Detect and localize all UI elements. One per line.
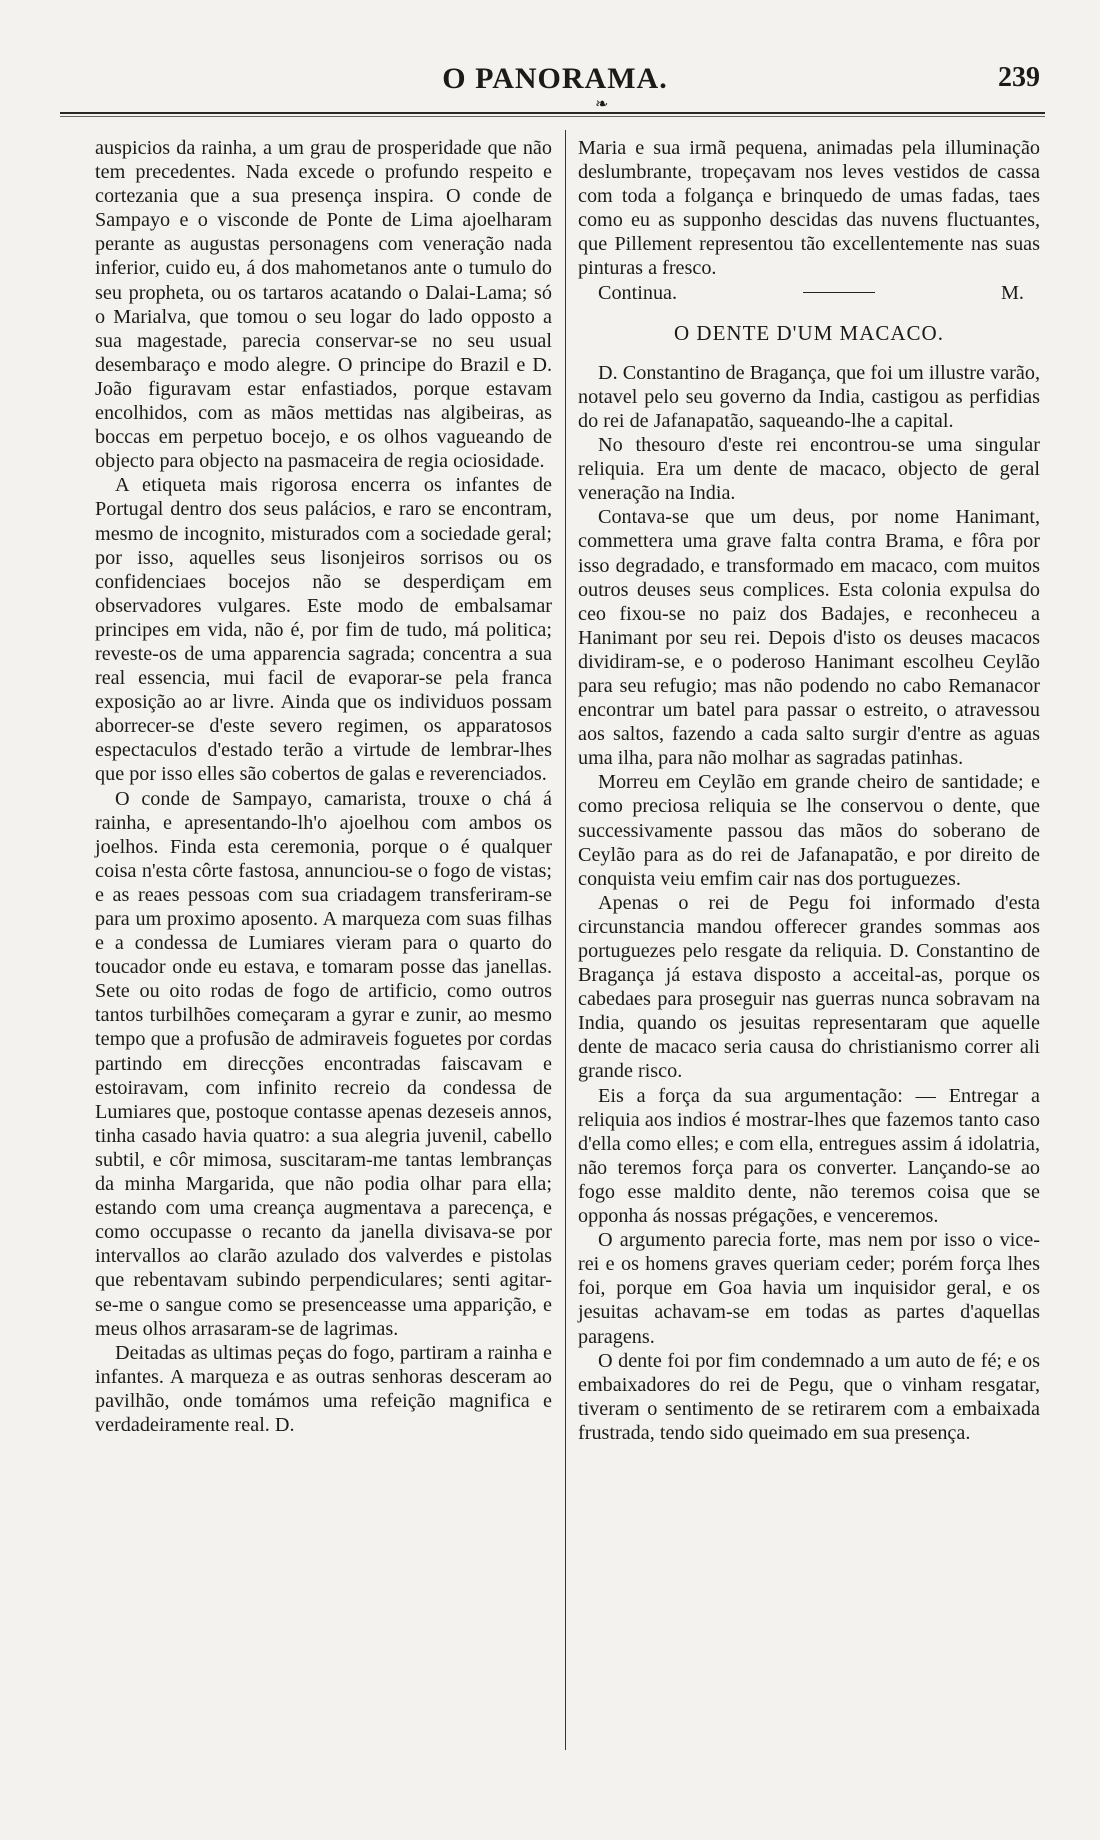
paragraph: D. Constantino de Bragança, que foi um illustre varão, notavel pelo seu governo da India, castigou as perfidias do rei de Jafanapatão, saqueando-lhe a capital. bbox=[578, 361, 1040, 432]
paragraph: O conde de Sampayo, camarista, trouxe o chá á rainha, e apresentando-lh'o ajoelhou com ambos os joelhos. Finda esta ceremonia, porque o é qualquer coisa n'esta côrte fastosa, annunciou-se o fogo de vistas; e as reaes pessoas com sua criadagem transferiram-se para um proximo aposento. A marqueza com suas filhas e a condessa de Lumiares vieram para o quarto do toucador onde eu estava, e tomaram posse das janellas. Sete ou oito rodas de fogo de artificio, como outros tantos turbilhões começaram a gyrar e zunir, ao mesmo tempo que a profusão de admiraveis foguetes por cordas partindo em direcções encontradas faiscavam e estoiravam, com infinito recreio da condessa de Lumiares que, postoque contasse apenas dezeseis annos, tinha casado havia quatro: a sua alegria juvenil, cabello subtil, e côr mimosa, suscitaram-me tantas lembranças da minha Margarida, que não podia olhar para ella; estando com uma creança augmentava a parecença, e como occupasse o recanto da janella divisava-se por intervallos ao clarão azulado dos valverdes e pistolas que rebentavam subindo perpendiculares; senti agitar-se-me o sangue como se presenceasse uma apparição, e meus olhos arrasaram-se de lagrimas. bbox=[95, 787, 552, 1340]
paragraph: Deitadas as ultimas peças do fogo, partiram a rainha e infantes. A marqueza e as outras senhoras desceram ao pavilhão, onde tomámos uma refeição magnifica e verdadeiramente real. D. bbox=[95, 1341, 552, 1436]
author-signature: M. bbox=[1000, 281, 1024, 304]
column-divider bbox=[565, 130, 566, 1750]
paragraph: Apenas o rei de Pegu foi informado d'esta circunstancia mandou offerecer grandes sommas aos portuguezes pelo resgate da reliquia. D. Constantino de Bragança já estava disposto a acceital-as, porque os cabedaes para proseguir nas guerras nunca sobravam na India, quando os jesuitas representaram que aquelle dente de macaco seria causa do christianismo correr ali grande risco. bbox=[578, 891, 1040, 1083]
ornament-icon: ❧ bbox=[595, 94, 609, 113]
publication-title: O PANORAMA. bbox=[442, 62, 668, 95]
paragraph: Eis a força da sua argumentação: — Entregar a reliquia aos indios é mostrar-lhes que fazemos tanto caso d'ella como elles; e com ella, entregues assim á idolatria, não teremos força para os converter. Lançando-se ao fogo esse maldito dente, não teremos coisa que se opponha ás nossas prégações, e venceremos. bbox=[578, 1084, 1040, 1228]
right-column bbox=[578, 136, 1040, 1445]
paragraph: O argumento parecia forte, mas nem por isso o vice-rei e os homens graves queriam ceder; porém força lhes foi, porque em Goa havia um inquisidor geral, e os jesuitas achavam-se em todas as partes d'aquellas paragens. bbox=[578, 1229, 1040, 1348]
paragraph: auspicios da rainha, a um grau de prosperidade que não tem precedentes. Nada excede o profundo respeito e cortezania que a sua presença inspira. O conde de Sampayo e o visconde de Ponte de Lima ajoelharam perante as augustas personagens com veneração nada inferior, cuido eu, á dos mahometanos ante o tumulo do seu propheta, ou os tartaros acatando o Dalai-Lama; só o Marialva, que tomou o seu logar do lado opposto a sua magestade, parecia conservar-se no seu usual desembaraço e modo alegre. O principe do Brazil e D. João figuravam estar enfastiados, porque estavam encolhidos, com as mãos mettidas nas algibeiras, as boccas em perpetuo bocejo, e os olhos vagueando de objecto para objecto na pasmaceira de regia ociosidade. bbox=[95, 137, 552, 473]
paragraph: Morreu em Ceylão em grande cheiro de santidade; e como preciosa reliquia se lhe conservou o dente, que successivamente passou das mãos do soberano de Ceylão para as do rei de Jafanapatão, e por direito de conquista veiu emfim cair nas dos portuguezes. bbox=[578, 771, 1040, 890]
paragraph: O dente foi por fim condemnado a um auto de fé; e os embaixadores do rei de Pegu, que o vinham resgatar, tiveram o sentimento de se retirarem com a embaixada frustrada, tendo sido queimado em sua presença. bbox=[578, 1349, 1040, 1444]
header-rule-thin bbox=[60, 116, 1045, 117]
masthead bbox=[70, 62, 1040, 113]
article-title: O DENTE D'UM MACACO. bbox=[674, 320, 944, 345]
page-number: 239 bbox=[998, 62, 1040, 93]
paragraph: No thesouro d'este rei encontrou-se uma singular reliquia. Era um dente de macaco, objecto de geral veneração na India. bbox=[578, 434, 1040, 505]
continua-label: Continua. bbox=[598, 281, 678, 304]
continua-dash bbox=[803, 292, 875, 293]
left-column bbox=[95, 136, 552, 1437]
continuation-line bbox=[578, 281, 1040, 305]
paragraph: Maria e sua irmã pequena, animadas pela illuminação deslumbrante, tropeçavam nos leves vestidos de cassa com toda a folgança e brinquedo de umas fadas, taes como eu as supponho descidas das nuvens fluctuantes, que Pillement representou tão excellentemente nas suas pinturas a fresco. bbox=[578, 137, 1040, 280]
paragraph: Contava-se que um deus, por nome Hanimant, commettera uma grave falta contra Brama, e fôra por isso degradado, e transformado em macaco, com muitos outros deuses seus complices. Esta colonia expulsa do ceo fixou-se no paiz dos Badajes, e reconheceu a Hanimant por seu rei. Depois d'isto os deuses macacos dividiram-se, e o poderoso Hanimant escolheu Ceylão para seu refugio; mas não podendo no cabo Remanacor encontrar um batel para passar o estreito, o atravessou aos saltos, fazendo a cada salto surgir d'entre as aguas uma ilha, para não molhar as sagradas patinhas. bbox=[578, 506, 1040, 770]
paragraph: A etiqueta mais rigorosa encerra os infantes de Portugal dentro dos seus palácios, e raro se encontram, mesmo de incognito, misturados com a sociedade geral; por isso, aquelles seus lisonjeiros sorrisos ou os confidenciaes bocejos não se desperdiçam em observadores vulgares. Este modo de embalsamar principes em vida, não é, por fim de tudo, má politica; reveste-os de uma apparencia sagrada; concentra a sua real essencia, mui facil de evaporar-se pela franca exposição ao ar livre. Ainda que os individuos possam aborrecer-se d'este severo regimen, os apparatosos espectaculos d'estado terão a virtude de lembrar-lhes que por isso elles são cobertos de galas e reverenciados. bbox=[95, 474, 552, 786]
header-rule bbox=[60, 112, 1045, 114]
